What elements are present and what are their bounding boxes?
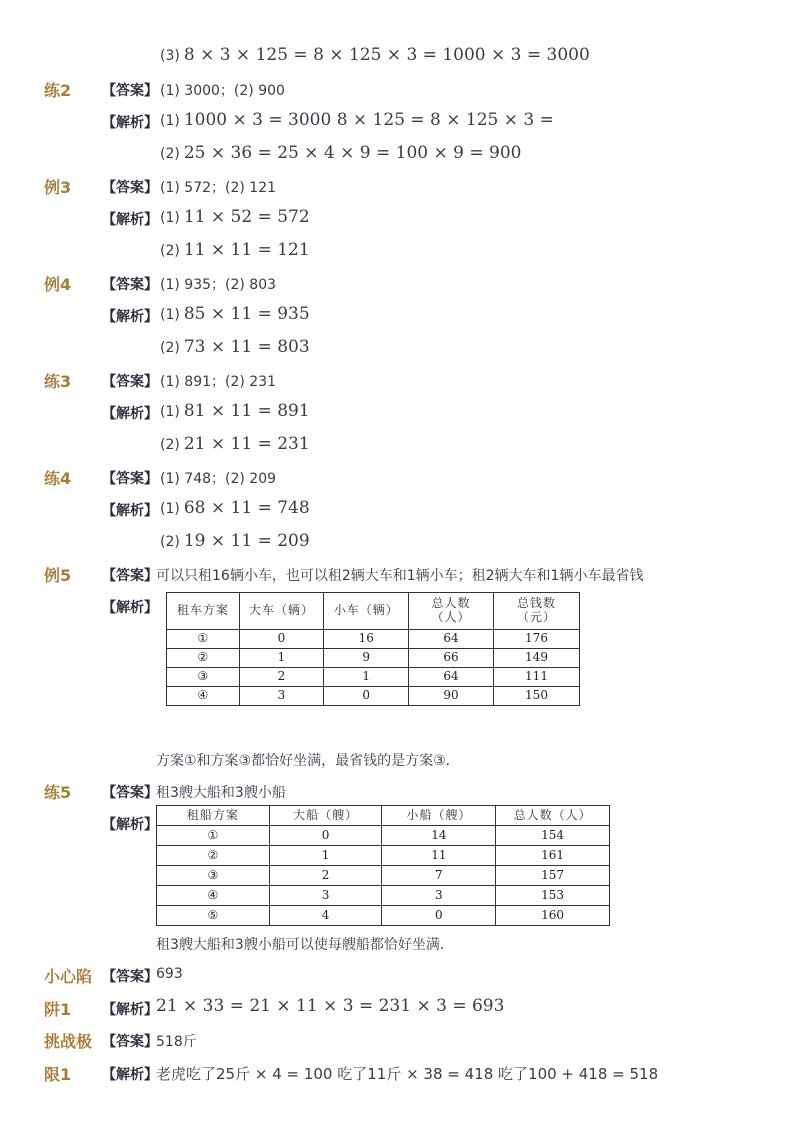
table-cell: ③ [157, 866, 270, 886]
solution-line: 21 × 33 = 21 × 11 × 3 = 231 × 3 = 693 [156, 996, 505, 1016]
solution-line: (1) 1000 × 3 = 3000 8 × 125 = 8 × 125 × 3 = [160, 110, 554, 130]
table-cell: 2 [239, 668, 324, 687]
table-cell: 1 [324, 668, 409, 687]
table-cell: 64 [409, 668, 494, 687]
answer-text: (1) 935；(2) 803 [160, 277, 277, 293]
solution-line: (2) 73 × 11 = 803 [160, 337, 310, 357]
table-cell: ④ [157, 886, 270, 906]
table-cell: ④ [167, 687, 240, 706]
table-header-cell: 租船方案 [157, 806, 270, 826]
table-row [167, 668, 580, 687]
table-row [157, 906, 610, 926]
table-row [157, 846, 610, 866]
answer-text: (1) 891；(2) 231 [160, 374, 277, 390]
section-label: 练5 [44, 783, 72, 802]
solution-line: (1) 81 × 11 = 891 [160, 401, 310, 421]
section-label: 练3 [44, 372, 72, 391]
solution-line: (1) 85 × 11 = 935 [160, 304, 310, 324]
table-header-cell: 总钱数（元） [494, 593, 580, 630]
analysis-tag: 【解析】 [102, 115, 158, 131]
table-cell: ③ [167, 668, 240, 687]
section-label: 例3 [44, 178, 72, 197]
answer-text: 可以只租16辆小车，也可以租2辆大车和1辆小车；租2辆大车和1辆小车最省钱 [156, 568, 644, 584]
car-rental-table [166, 592, 580, 706]
table-cell: 14 [382, 826, 496, 846]
table-row [157, 826, 610, 846]
table-row [167, 649, 580, 668]
table-cell: 111 [494, 668, 580, 687]
table-header-cell: 大车（辆） [239, 593, 324, 630]
analysis-tag: 【解析】 [102, 309, 158, 325]
table-cell: 9 [324, 649, 409, 668]
table-cell: 161 [496, 846, 610, 866]
analysis-tag: 【解析】 [102, 1002, 158, 1018]
solution-line: (2) 11 × 11 = 121 [160, 240, 310, 260]
table-row [157, 886, 610, 906]
table-row [167, 630, 580, 649]
table-cell: ⑤ [157, 906, 270, 926]
table-header-cell: 总人数（人） [409, 593, 494, 630]
analysis-tag: 【解析】 [102, 817, 158, 833]
analysis-tag: 【解析】 [102, 600, 158, 616]
section-label: 练2 [44, 81, 72, 100]
section-label: 阱1 [44, 1000, 72, 1019]
table-cell: ① [167, 630, 240, 649]
solution-line: (1) 11 × 52 = 572 [160, 207, 310, 227]
table-cell: ① [157, 826, 270, 846]
solution-line: (2) 19 × 11 = 209 [160, 531, 310, 551]
analysis-tag: 【解析】 [102, 503, 158, 519]
table-header-cell: 小船（艘） [382, 806, 496, 826]
table-cell: 1 [239, 649, 324, 668]
answer-tag: 【答案】 [102, 969, 158, 985]
table-header-cell: 总人数（人） [496, 806, 610, 826]
table-cell: 0 [382, 906, 496, 926]
table-cell: 176 [494, 630, 580, 649]
section-label: 例5 [44, 566, 72, 585]
table-cell: 154 [496, 826, 610, 846]
answer-text: 693 [156, 966, 183, 982]
table-cell: 90 [409, 687, 494, 706]
answer-tag: 【答案】 [102, 180, 158, 196]
table-header-cell: 租车方案 [167, 593, 240, 630]
table-row [157, 866, 610, 886]
table-header-row [157, 806, 610, 826]
table-cell: 11 [382, 846, 496, 866]
solution-line: (2) 25 × 36 = 25 × 4 × 9 = 100 × 9 = 900 [160, 143, 522, 163]
answer-tag: 【答案】 [102, 1034, 158, 1050]
answer-tag: 【答案】 [102, 785, 158, 801]
table-cell: 64 [409, 630, 494, 649]
answer-text: (1) 748；(2) 209 [160, 471, 277, 487]
solution-line: (1) 68 × 11 = 748 [160, 498, 310, 518]
table-cell: 3 [239, 687, 324, 706]
conclusion-text: 方案①和方案③都恰好坐满，最省钱的是方案③． [156, 753, 460, 769]
conclusion-text: 租3艘大船和3艘小船可以使每艘船都恰好坐满． [156, 937, 454, 953]
table-cell: ② [157, 846, 270, 866]
table-cell: 0 [269, 826, 382, 846]
table-cell: 160 [496, 906, 610, 926]
section-label: 练4 [44, 469, 72, 488]
section-label: 挑战极 [44, 1032, 93, 1051]
analysis-tag: 【解析】 [102, 212, 158, 228]
solution-line: (3) 8 × 3 × 125 = 8 × 125 × 3 = 1000 × 3 = 3000 [160, 45, 590, 65]
table-cell: 3 [269, 886, 382, 906]
solution-line: (2) 21 × 11 = 231 [160, 434, 310, 454]
answer-text: 租3艘大船和3艘小船 [156, 785, 286, 801]
table-cell: 0 [239, 630, 324, 649]
section-label: 小心陷 [44, 967, 93, 986]
boat-rental-table [156, 805, 610, 926]
table-cell: 3 [382, 886, 496, 906]
table-header-row [167, 593, 580, 630]
table-cell: 150 [494, 687, 580, 706]
answer-tag: 【答案】 [102, 277, 158, 293]
table-header-cell: 小车（辆） [324, 593, 409, 630]
table-cell: 153 [496, 886, 610, 906]
table-cell: 7 [382, 866, 496, 886]
answer-tag: 【答案】 [102, 83, 158, 99]
analysis-tag: 【解析】 [102, 406, 158, 422]
table-cell: ② [167, 649, 240, 668]
table-cell: 2 [269, 866, 382, 886]
table-cell: 4 [269, 906, 382, 926]
answer-tag: 【答案】 [102, 568, 158, 584]
answer-tag: 【答案】 [102, 471, 158, 487]
answer-text: 518斤 [156, 1034, 197, 1050]
table-row [167, 687, 580, 706]
analysis-tag: 【解析】 [102, 1067, 158, 1083]
table-cell: 66 [409, 649, 494, 668]
table-cell: 16 [324, 630, 409, 649]
table-cell: 0 [324, 687, 409, 706]
table-cell: 1 [269, 846, 382, 866]
table-cell: 149 [494, 649, 580, 668]
table-header-cell: 大船（艘） [269, 806, 382, 826]
section-label: 限1 [44, 1065, 72, 1084]
answer-text: (1) 572；(2) 121 [160, 180, 277, 196]
analysis-text: 老虎吃了25斤 × 4 = 100 吃了11斤 × 38 = 418 吃了100 + 418 = 518 [156, 1065, 659, 1083]
answer-text: (1) 3000；(2) 900 [160, 83, 285, 99]
table-cell: 157 [496, 866, 610, 886]
answer-tag: 【答案】 [102, 374, 158, 390]
section-label: 例4 [44, 275, 72, 294]
